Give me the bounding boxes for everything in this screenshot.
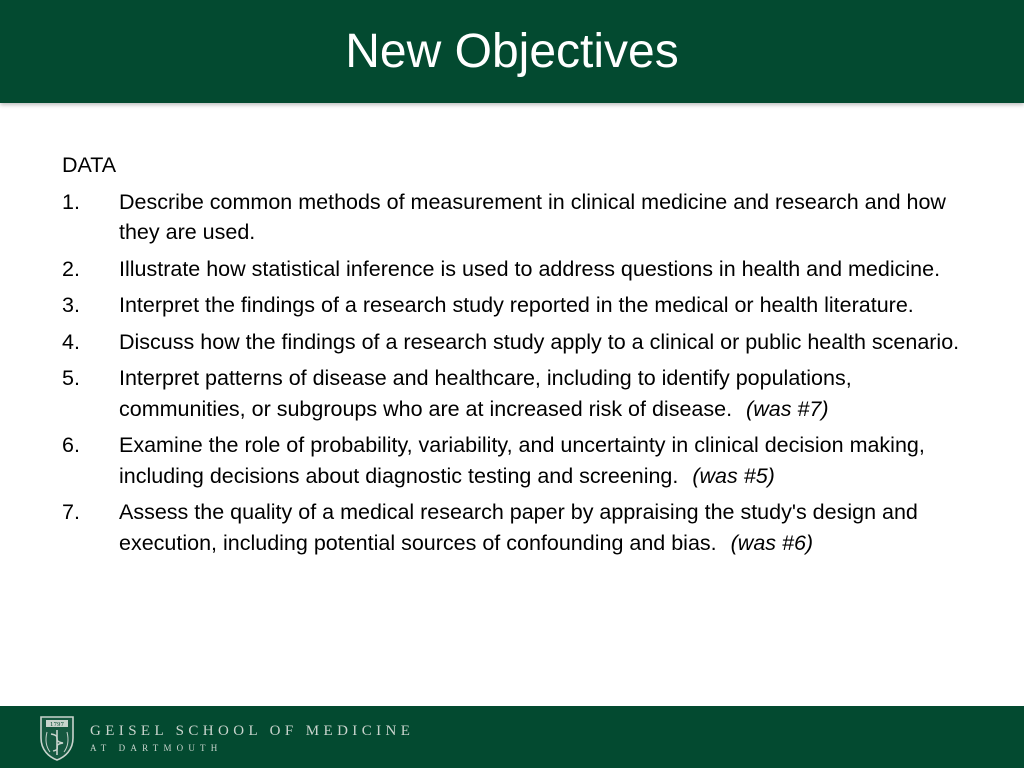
objective-item xyxy=(62,430,962,491)
objective-text: Discuss how the findings of a research study apply to a clinical or public health scenario. xyxy=(119,329,960,354)
objective-item xyxy=(62,290,962,321)
school-crest-icon xyxy=(38,714,76,762)
objective-number: 5. xyxy=(62,366,80,390)
objective-item xyxy=(62,497,962,558)
slide-title: New Objectives xyxy=(345,25,679,78)
school-name: GEISEL SCHOOL OF MEDICINE xyxy=(90,723,415,739)
objective-text: Assess the quality of a medical research paper by appraising the study's design and execution, including potential sources of confounding and bias. (was #6) xyxy=(119,500,918,555)
objective-text: Examine the role of probability, variability, and uncertainty in clinical decision making, including decisions about diagnostic testing and screening. (was #5) xyxy=(119,433,925,488)
objective-text: Interpret the findings of a research study reported in the medical or health literature. xyxy=(119,293,914,317)
objective-item xyxy=(62,363,962,424)
was-note: (was #7) xyxy=(746,396,829,421)
objective-item xyxy=(62,254,962,285)
objective-number: 6. xyxy=(62,433,80,457)
objective-number: 3. xyxy=(62,293,80,317)
objective-text: Interpret patterns of disease and healthcare, including to identify populations, communities, or subgroups who are at increased risk of disease. (was #7) xyxy=(119,366,852,421)
was-note: (was #6) xyxy=(730,530,814,555)
objective-number: 1. xyxy=(62,189,80,214)
objective-number: 4. xyxy=(62,329,80,354)
was-note: (was #5) xyxy=(692,463,775,488)
objective-item xyxy=(62,187,962,248)
objective-number: 7. xyxy=(62,500,80,524)
objective-text: Describe common methods of measurement in clinical medicine and research and how they are used. xyxy=(119,189,946,244)
section-heading: DATA xyxy=(62,153,117,177)
crest-year: 1797 xyxy=(50,722,64,728)
school-subtitle: AT DARTMOUTH xyxy=(90,743,223,753)
slide-body xyxy=(62,150,962,564)
objective-number: 2. xyxy=(62,256,80,281)
objectives-list xyxy=(62,187,962,559)
title-bar xyxy=(0,0,1024,103)
objective-text: Illustrate how statistical inference is used to address questions in health and medicine. xyxy=(119,256,941,281)
objective-item xyxy=(62,327,962,358)
